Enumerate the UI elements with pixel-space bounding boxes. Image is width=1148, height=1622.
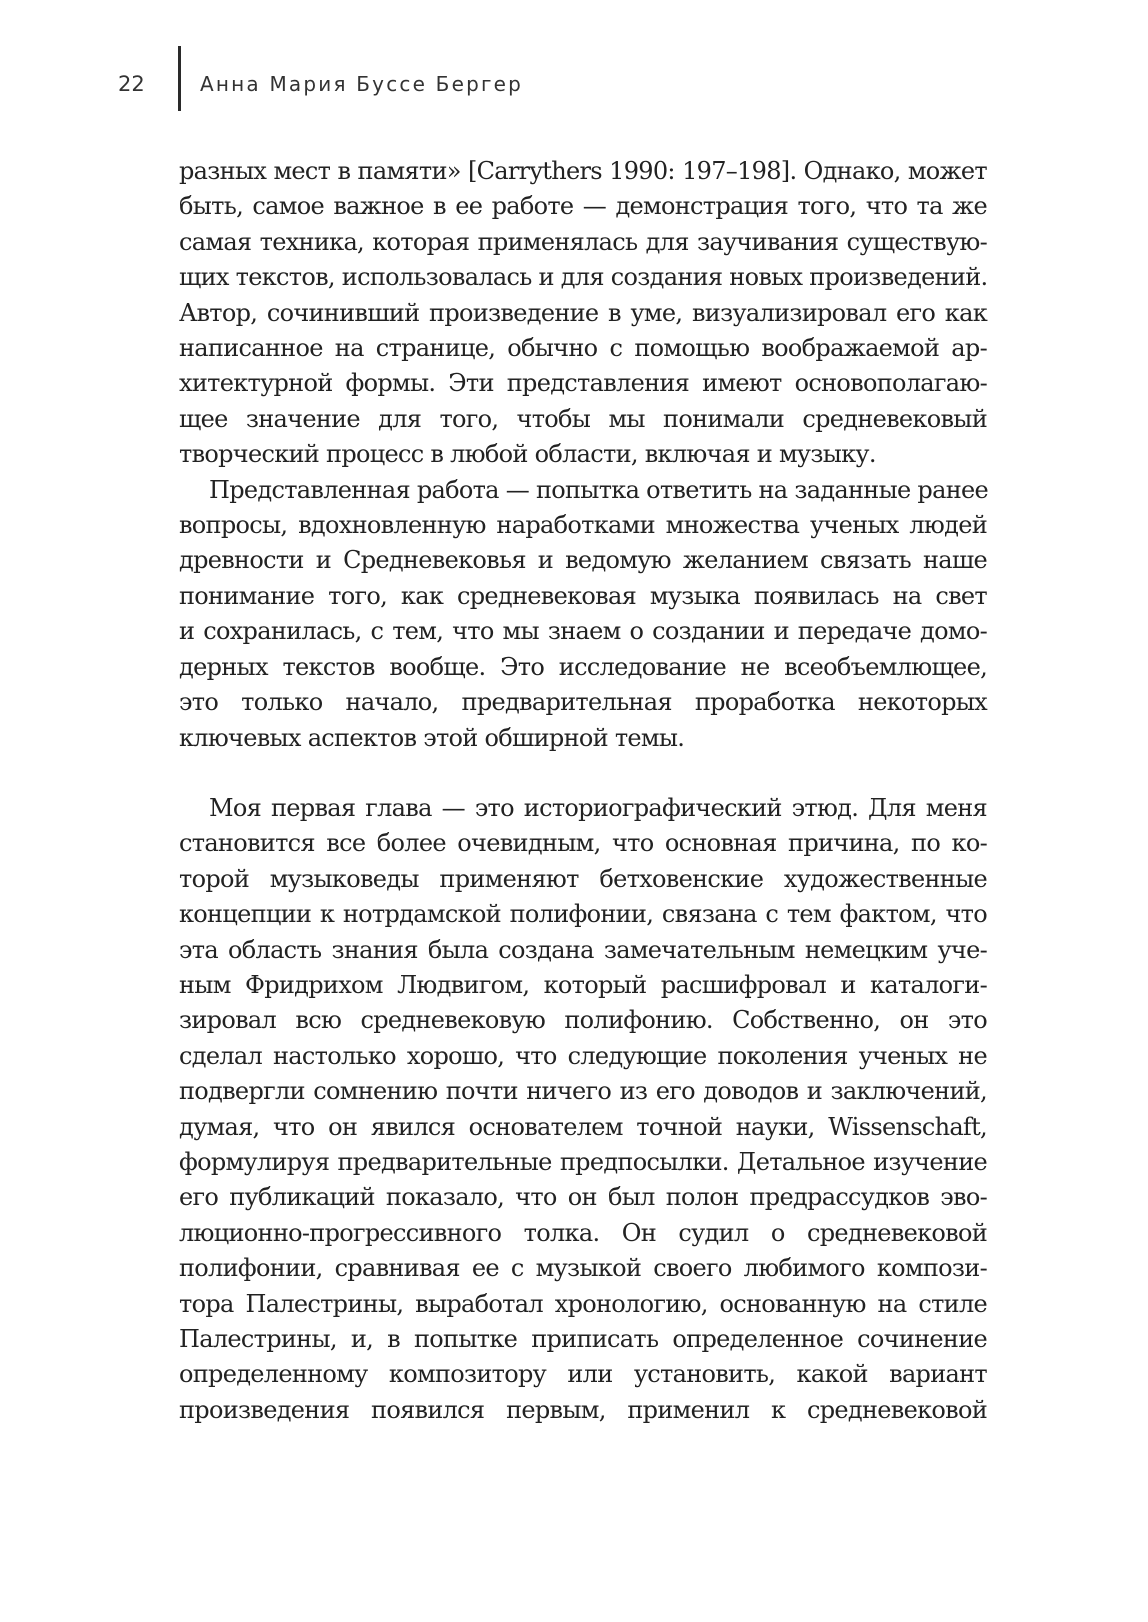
text-line: Автор, сочинивший произведение в уме, визуализировал его как: [179, 298, 987, 327]
text-line: Моя первая глава — это историографический этюд. Для меня: [209, 793, 987, 822]
running-head-author: Анна Мария Буссе Бергер: [200, 72, 524, 96]
text-line: сделал настолько хорошо, что следующие поколения ученых не: [179, 1041, 987, 1070]
text-line: произведения появился первым, применил к средневековой: [179, 1395, 987, 1424]
text-line: хитектурной формы. Эти представления имеют основополагаю-: [179, 369, 987, 398]
header-divider: [178, 46, 181, 111]
text-line: Представленная работа — попытка ответить на заданные ранее: [209, 475, 989, 504]
text-line: ным Фридрихом Людвигом, который расшифровал и каталоги-: [179, 970, 987, 999]
text-line: это только начало, предварительная проработка некоторых: [179, 688, 987, 717]
text-line: зировал всю средневековую полифонию. Собственно, он это: [179, 1006, 987, 1035]
text-line: древности и Средневековья и ведомую желанием связать наше: [179, 546, 987, 575]
text-line: щих текстов, использовалась и для создания новых произведений.: [179, 263, 988, 292]
text-line: подвергли сомнению почти ничего из его доводов и заключений,: [179, 1077, 987, 1106]
text-line: торой музыковеды применяют бетховенские художественные: [179, 864, 987, 893]
text-line: люционно-прогрессивного толка. Он судил о средневековой: [179, 1218, 987, 1247]
page-number: 22: [118, 72, 145, 96]
text-line: определенному композитору или установить, какой вариант: [179, 1360, 987, 1389]
text-line: его публикаций показало, что он был полон предрассудков эво-: [179, 1183, 987, 1212]
text-line: ключевых аспектов этой обширной темы.: [179, 723, 685, 752]
text-line: быть, самое важное в ее работе — демонстрация того, что та же: [179, 192, 987, 221]
paragraph-1: [179, 154, 987, 473]
text-line: эта область знания была создана замечательным немецким уче-: [179, 935, 987, 964]
text-line: понимание того, как средневековая музыка появилась на свет: [179, 581, 987, 610]
text-line: становится все более очевидным, что основная причина, по ко-: [179, 829, 987, 858]
section-break: [179, 756, 987, 791]
paragraph-2: [179, 473, 987, 756]
page-header: [0, 46, 1148, 118]
body-text: [179, 154, 987, 1428]
text-line: творческий процесс в любой области, включая и музыку.: [179, 440, 876, 469]
text-line: формулируя предварительные предпосылки. Детальное изучение: [179, 1147, 987, 1176]
text-line: тора Палестрины, выработал хронологию, основанную на стиле: [179, 1289, 987, 1318]
text-line: концепции к нотрдамской полифонии, связана с тем фактом, что: [179, 900, 987, 929]
text-line: думая, что он явился основателем точной науки, Wissenschaft,: [179, 1112, 987, 1141]
text-line: Палестрины, и, в попытке приписать определенное сочинение: [179, 1325, 987, 1353]
text-line: разных мест в памяти» [Carrythers 1990: 197–198]. Однако, может: [179, 157, 987, 185]
text-line: полифонии, сравнивая ее с музыкой своего любимого компози-: [179, 1254, 987, 1283]
text-line: самая техника, которая применялась для заучивания существую-: [179, 227, 987, 256]
text-line: и сохранилась, с тем, что мы знаем о создании и передаче домо-: [179, 617, 987, 646]
text-line: вопросы, вдохновленную наработками множества ученых людей: [179, 511, 987, 540]
text-line: написанное на странице, обычно с помощью воображаемой ар-: [179, 334, 987, 363]
text-line: щее значение для того, чтобы мы понимали средневековый: [179, 404, 987, 433]
text-line: дерных текстов вообще. Это исследование не всеобъемлющее,: [179, 652, 987, 681]
paragraph-3: [179, 791, 987, 1428]
